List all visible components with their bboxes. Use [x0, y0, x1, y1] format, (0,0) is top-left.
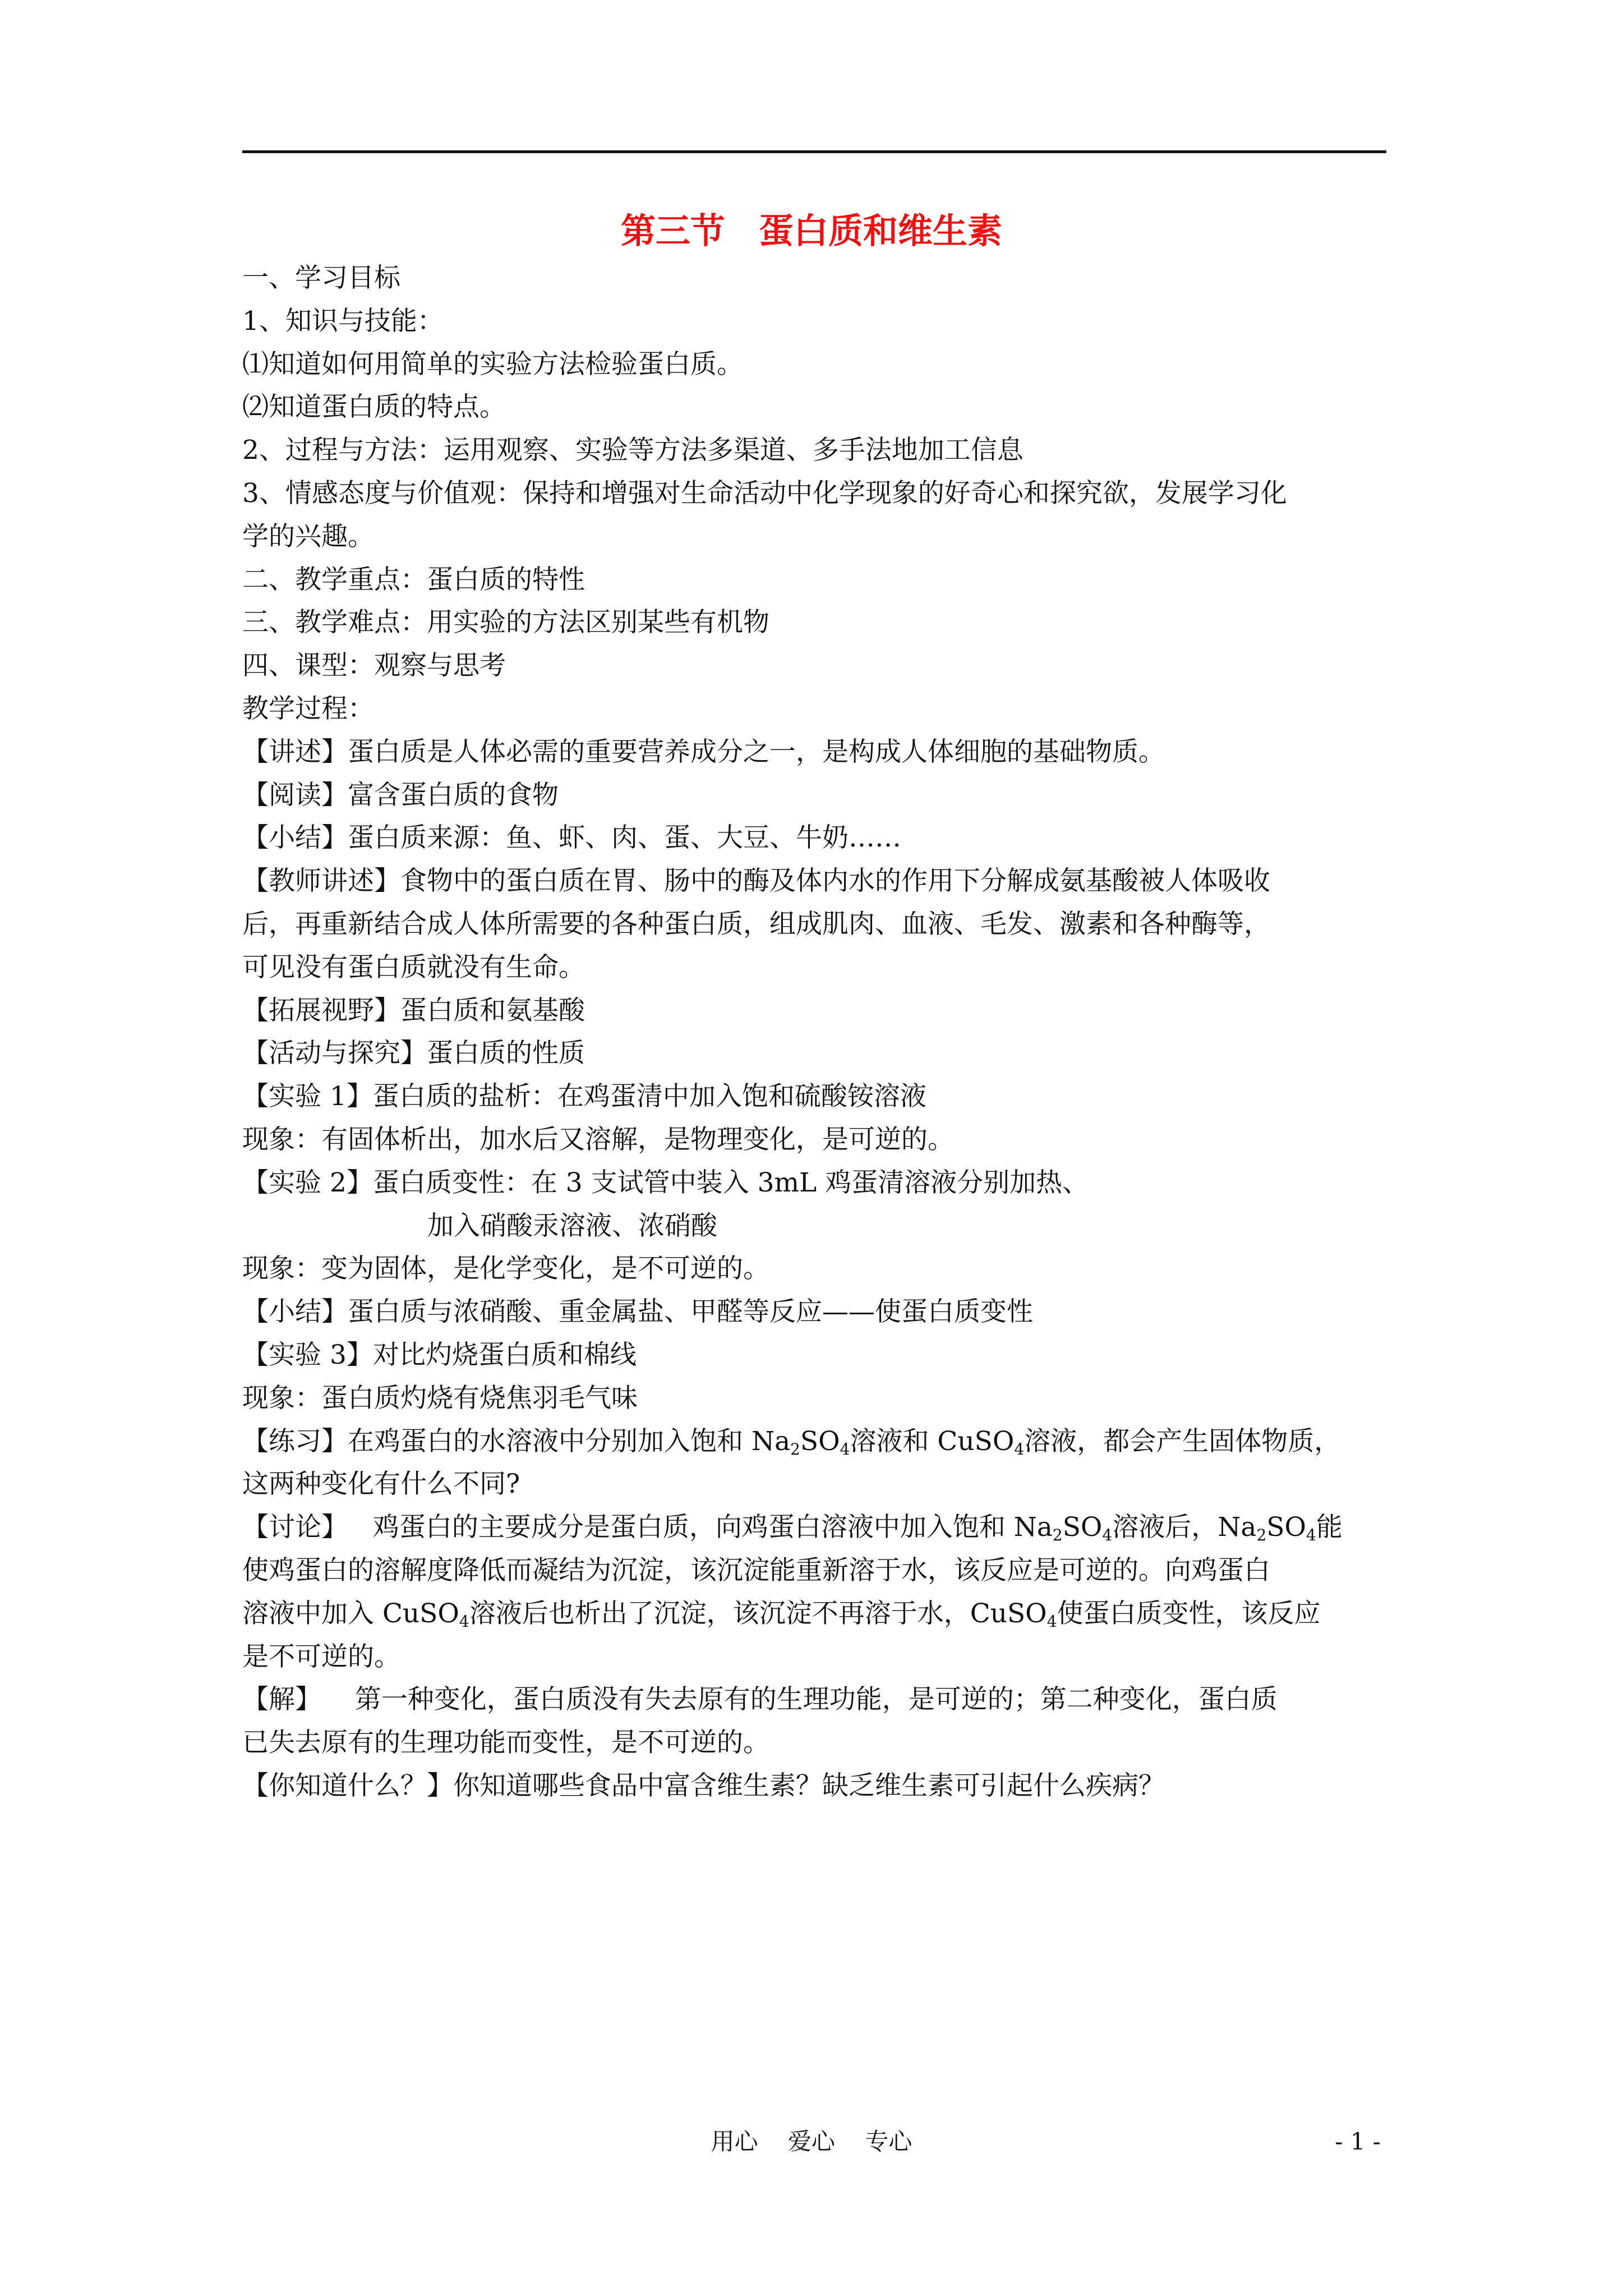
experiment-3: 【实验 3】对比灼烧蛋白质和棉线 — [242, 1339, 637, 1370]
paragraph-teacher-3: 可见没有蛋白质就没有生命。 — [242, 951, 585, 983]
paragraph-lecture: 【讲述】蛋白质是人体必需的重要营养成分之一，是构成人体细胞的基础物质。 — [242, 736, 1165, 767]
header-rule — [242, 150, 1386, 153]
objective-attitude-cont: 学的兴趣。 — [242, 521, 374, 552]
key-point: 二、教学重点：蛋白质的特性 — [242, 564, 585, 595]
experiment-1: 【实验 1】蛋白质的盐析：在鸡蛋清中加入饱和硫酸铵溶液 — [242, 1081, 926, 1112]
discussion-line-1: 【讨论】 鸡蛋白的主要成分是蛋白质，向鸡蛋白溶液中加入饱和 $Na_2SO_4$溶液后，$Na_2SO_4$能 — [242, 1512, 1343, 1545]
experiment-2-cont: 加入硝酸汞溶液、浓硝酸 — [427, 1210, 717, 1241]
experiment-2-result: 现象：变为固体，是化学变化，是不可逆的。 — [242, 1253, 769, 1285]
experiment-3-result: 现象：蛋白质灼烧有烧焦羽毛气味 — [242, 1382, 638, 1414]
title-section: 第三节 — [620, 210, 725, 251]
paragraph-teacher-1: 【教师讲述】食物中的蛋白质在胃、肠中的酶及体内水的作用下分解成氨基酸被人体吸收 — [242, 866, 1270, 897]
experiment-1-result: 现象：有固体析出，加水后又溶解，是物理变化，是可逆的。 — [242, 1124, 954, 1155]
discussion-line-4: 是不可逆的。 — [242, 1641, 400, 1672]
title-topic: 蛋白质和维生素 — [759, 210, 1003, 251]
footer-motto: 用心 爱心 专心 — [711, 2128, 912, 2155]
objective-item-2: ⑵知道蛋白质的特点。 — [242, 392, 506, 423]
paragraph-summary-sources: 【小结】蛋白质来源：鱼、虾、肉、蛋、大豆、牛奶…… — [242, 822, 901, 854]
process-heading: 教学过程： — [242, 693, 374, 724]
objective-knowledge: 1、知识与技能： — [242, 305, 444, 337]
lesson-type: 四、课型：观察与思考 — [242, 650, 506, 682]
page-number: - 1 - — [1335, 2128, 1381, 2155]
document-body — [242, 257, 1386, 1808]
exercise-line-2: 这两种变化有什么不同? — [242, 1469, 520, 1500]
paragraph-teacher-2: 后，再重新结合成人体所需要的各种蛋白质，组成肌肉、血液、毛发、激素和各种酶等， — [242, 908, 1270, 940]
paragraph-summary-denature: 【小结】蛋白质与浓硝酸、重金属盐、甲醛等反应——使蛋白质变性 — [242, 1296, 1033, 1328]
question-line: 【你知道什么？】你知道哪些食品中富含维生素？缺乏维生素可引起什么疾病？ — [242, 1770, 1165, 1801]
paragraph-extension: 【拓展视野】蛋白质和氨基酸 — [242, 995, 585, 1026]
discussion-line-2: 使鸡蛋白的溶解度降低而凝结为沉淀，该沉淀能重新溶于水，该反应是可逆的。向鸡蛋白 — [242, 1554, 1270, 1586]
heading-objectives: 一、学习目标 — [242, 263, 400, 293]
page-title — [0, 209, 1623, 254]
objective-process: 2、过程与方法：运用观察、实验等方法多渠道、多手法地加工信息 — [242, 435, 1023, 466]
solution-line-1: 【解】 第一种变化，蛋白质没有失去原有的生理功能，是可逆的；第二种变化，蛋白质 — [242, 1684, 1278, 1715]
solution-line-2: 已失去原有的生理功能而变性，是不可逆的。 — [242, 1727, 769, 1759]
exercise-line-1: 【练习】在鸡蛋白的水溶液中分别加入饱和 $Na_2SO_4$溶液和 CuSO$_4$溶液，都会产生固体物质， — [242, 1425, 1341, 1458]
page-footer — [0, 2125, 1623, 2159]
objective-item-1: ⑴知道如何用简单的实验方法检验蛋白质。 — [242, 348, 743, 380]
discussion-line-3: 溶液中加入 CuSO$_4$溶液后也析出了沉淀，该沉淀不再溶于水，CuSO$_4$使蛋白质变性，该反应 — [242, 1598, 1321, 1631]
objective-attitude: 3、情感态度与价值观：保持和增强对生命活动中化学现象的好奇心和探究欲，发展学习化 — [242, 477, 1287, 509]
paragraph-reading: 【阅读】富含蛋白质的食物 — [242, 779, 559, 811]
paragraph-activity: 【活动与探究】蛋白质的性质 — [242, 1038, 585, 1069]
experiment-2: 【实验 2】蛋白质变性：在 3 支试管中装入 3mL 鸡蛋清溶液分别加热、 — [242, 1167, 1089, 1198]
difficulty: 三、教学难点：用实验的方法区别某些有机物 — [242, 607, 769, 638]
